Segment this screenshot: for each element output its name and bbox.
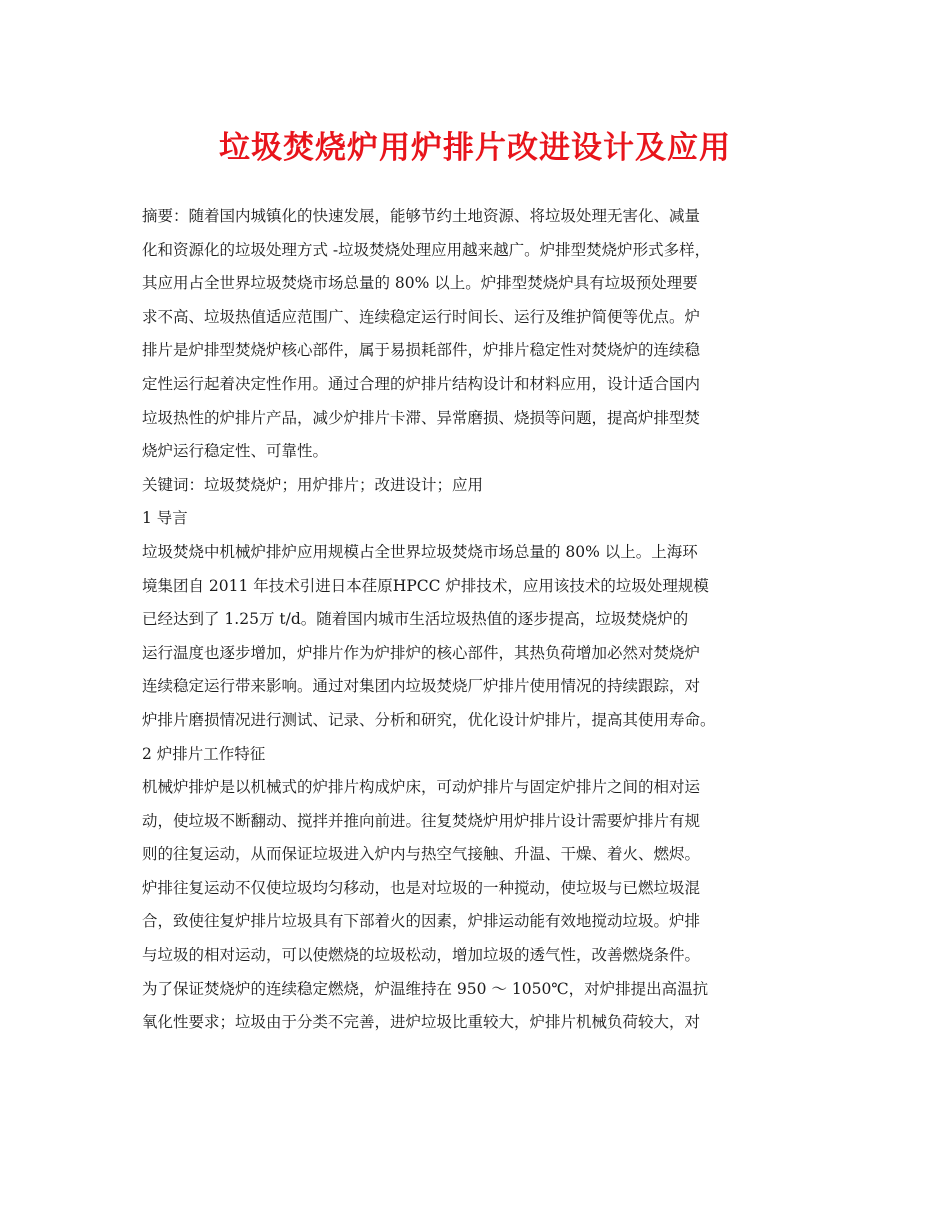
text-line: 机械炉排炉是以机械式的炉排片构成炉床，可动炉排片与固定炉排片之间的相对运 xyxy=(142,778,701,797)
text-line: 氧化性要求；垃圾由于分类不完善，进炉垃圾比重较大，炉排片机械负荷较大，对 xyxy=(142,1013,701,1032)
section-heading: 2 炉排片工作特征 xyxy=(142,744,266,763)
document-title: 垃圾焚烧炉用炉排片改进设计及应用 xyxy=(219,130,731,166)
text-line: 摘要：随着国内城镇化的快速发展，能够节约土地资源、将垃圾处理无害化、减量 xyxy=(142,207,701,225)
text-line: 动，使垃圾不断翻动、搅拌并推向前进。往复焚烧炉用炉排片设计需要炉排片有规 xyxy=(142,811,701,830)
text-line: 化和资源化的垃圾处理方式 -垃圾焚烧处理应用越来越广。炉排型焚烧炉形式多样， xyxy=(142,240,711,259)
text-line: 其应用占全世界垃圾焚烧市场总量的 80% 以上。炉排型焚烧炉具有垃圾预处理要 xyxy=(142,274,698,293)
text-line: 则的往复运动，从而保证垃圾进入炉内与热空气接触、升温、干燥、着火、燃烬。 xyxy=(142,845,701,864)
text-line: 垃圾热性的炉排片产品，减少炉排片卡滞、异常磨损、烧损等问题，提高炉排型焚 xyxy=(142,408,701,427)
text-line: 炉排往复运动不仅使垃圾均匀移动，也是对垃圾的一种搅动，使垃圾与已燃垃圾混 xyxy=(142,878,701,897)
text-line: 运行温度也逐步增加，炉排片作为炉排炉的核心部件，其热负荷增加必然对焚烧炉 xyxy=(142,643,701,662)
text-line: 排片是炉排型焚烧炉核心部件，属于易损耗部件，炉排片稳定性对焚烧炉的连续稳 xyxy=(142,341,701,360)
text-line: 定性运行起着决定性作用。通过合理的炉排片结构设计和材料应用，设计适合国内 xyxy=(142,374,701,393)
text-line: 合，致使往复炉排片垃圾具有下部着火的因素，炉排运动能有效地搅动垃圾。炉排 xyxy=(142,912,701,931)
keywords-line: 关键词：垃圾焚烧炉；用炉排片；改进设计；应用 xyxy=(142,475,484,494)
text-line: 境集团自 2011 年技术引进日本荏原HPCC 炉排技术，应用该技术的垃圾处理规模 xyxy=(142,576,709,595)
text-line: 垃圾焚烧中机械炉排炉应用规模占全世界垃圾焚烧市场总量的 80% 以上。上海环 xyxy=(142,542,698,561)
text-line: 为了保证焚烧炉的连续稳定燃烧，炉温维持在 950 ～ 1050℃，对炉排提出高温抗 xyxy=(142,979,709,998)
text-line: 已经达到了 1.25万 t/d。随着国内城市生活垃圾热值的逐步提高，垃圾焚烧炉的 xyxy=(142,610,689,629)
text-line: 求不高、垃圾热值适应范围广、连续稳定运行时间长、运行及维护简便等优点。炉 xyxy=(142,307,701,326)
text-line: 与垃圾的相对运动，可以使燃烧的垃圾松动，增加垃圾的透气性，改善燃烧条件。 xyxy=(142,946,701,965)
text-line: 炉排片磨损情况进行测试、记录、分析和研究，优化设计炉排片，提高其使用寿命。 xyxy=(142,710,716,729)
text-line: 烧炉运行稳定性、可靠性。 xyxy=(142,442,329,461)
text-line: 连续稳定运行带来影响。通过对集团内垃圾焚烧厂炉排片使用情况的持续跟踪，对 xyxy=(142,677,701,696)
document-body xyxy=(142,200,827,1040)
section-heading: 1 导言 xyxy=(142,509,188,528)
